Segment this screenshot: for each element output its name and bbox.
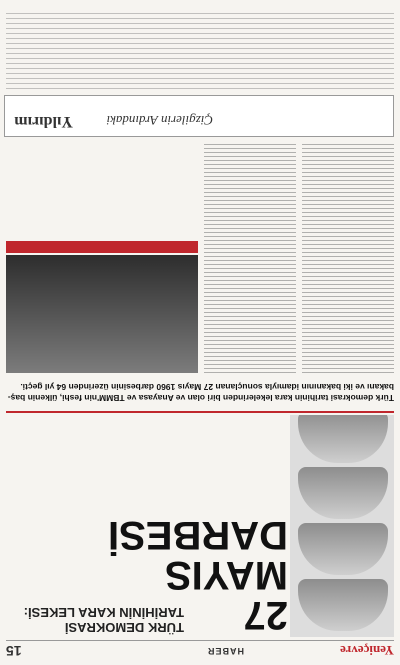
crowd-photo [6, 255, 198, 373]
newspaper-logo: Yeniçevre [340, 643, 394, 658]
barbed-wire-divider [6, 405, 394, 413]
ad-title: Çizgilerin Ardındaki [106, 113, 213, 128]
footer-text-strip [6, 9, 394, 89]
photo-caption-bar [6, 241, 198, 253]
advertisement [4, 95, 394, 137]
portrait-photo [298, 467, 388, 519]
text-column [302, 143, 394, 373]
page-number: 15 [6, 643, 22, 659]
headline-lede: Türk demokrasi tarihinin kara lekelerinden biri olan ve Anayasa ve TBMM'nin feshi, ülkenin baş-bakanı ve iki bakanının idamıyla sonuçlanan 27 Mayıs 1960 darbesinin üzerinden 64 yıl geçti. [7, 382, 394, 403]
ad-logo: Yıldırım [14, 113, 73, 130]
portrait-photo [298, 579, 388, 631]
section-label: HABER [206, 646, 244, 656]
headline-subtitle: TÜRK DEMOKRASİ TARİHİNİN KARA LEKESİ: [23, 605, 184, 635]
headline-title: 27 MAYIS DARBESİ [107, 513, 288, 637]
text-column [204, 143, 296, 373]
portrait-photo [298, 415, 388, 463]
page-header [6, 640, 394, 659]
article-body [6, 143, 394, 373]
portrait-photo [298, 523, 388, 575]
portrait-column [290, 415, 394, 637]
